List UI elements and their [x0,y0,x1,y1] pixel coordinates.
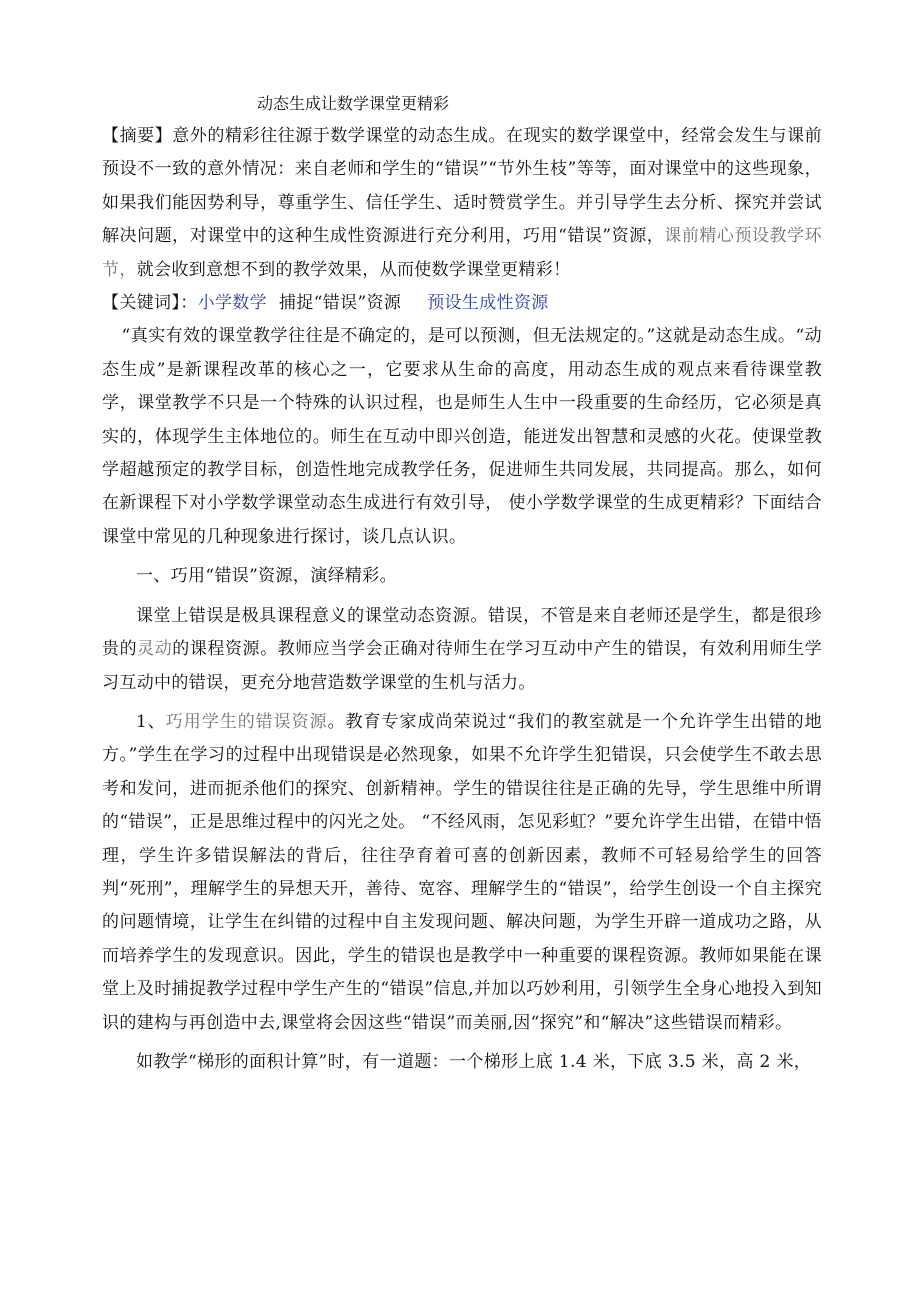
section-text: 课堂上错误是极具课程意义的课堂动态资源。错误，不管是来自老师还是学生，都是很珍贵的 [102,605,822,660]
keywords-line [102,287,822,320]
section-paragraph [102,600,822,700]
section-text-end: 的课程资源。教师应当学会正确对待师生在学习互动中产生的错误，有效利用师生学习互动中的错误，更充分地营造数学课堂的生机与活力。 [102,639,823,693]
point-gray-text: 巧用学生的错误资源 [165,711,328,732]
point-paragraph [102,706,822,1040]
abstract-paragraph [102,120,822,287]
point-number: 1、 [136,711,166,732]
abstract-text-end: 就会收到意想不到的教学效果，从而使数学课堂更精彩！ [136,259,571,280]
keyword-item: 小学数学 [197,293,268,314]
intro-paragraph: “真实有效的课堂教学往往是不确定的，是可以预测，但无法规定的。”这就是动态生成。“动态生成”是新课程改革的核心之一，它要求从生命的高度，用动态生成的观点来看待课堂教学，课堂教学不只是一个特殊的认识过程，也是师生人生中一段重要的生命经历，它必须是真实的，体现学生主体地位的。师生在互动中即兴创造，能迸发出智慧和灵感的火花。使课堂教学超越预定的教学目标，创造性地完成教学任务，促进师生共同发展，共同提高。那么，如何在新课程下对小学数学课堂动态生成进行有效引导， 使小学数学课堂的生成更精彩？下面结合课堂中常见的几种现象进行探讨，谈几点认识。 [102,326,822,547]
keyword-item: 捕捉“错误”资源 [279,293,402,314]
keyword-item: 预设生成性资源 [427,293,549,314]
section-gray-text: 灵动 [137,639,173,660]
document-page [102,92,822,1079]
example-paragraph: 如教学“梯形的面积计算”时，有一道题：一个梯形上底 1.4 米，下底 3.5 米，高 2 米， [136,1051,812,1072]
point-text: 。教育专家成尚荣说过“我们的教室就是一个允许学生出错的地方。”学生在学习的过程中出现错误是必然现象，如果不允许学生犯错误，只会使学生不敢去思考和发问，进而扼杀他们的探究、创新精神。学生的错误往往是正确的先导，学生思维中所谓的“错误”，正是思维过程中的闪光之处。 “不经风雨，怎见彩虹？”要允许学生出错，在错中悟理，学生许多错误解法的背后，往往孕育着可喜的创新因素，教师不可轻易给学生的回答判“死刑”，理解学生的异想天开，善待、宽容、理解学生的“错误”，给学生创设一个自主探究的问题情境，让学生在纠错的过程中自主发现问题、解决问题，为学生开辟一道成功之路，从而培养学生的发现意识。因此，学生的错误也是教学中一种重要的课程资源。教师如果能在课堂上及时捕捉教学过程中学生产生的“错误”信息,并加以巧妙利用，引领学生全身心地投入到知识的建构与再创造中去,课堂将会因这些“错误”而美丽,因“探究”和“解决”这些错误而精彩。 [102,711,822,1033]
keywords-label: 【关键词】： [102,293,198,314]
abstract-gray-text: 课前精心预设教学环节， [102,226,822,280]
abstract-label: 【摘要】 [102,126,173,146]
section-heading: 一、巧用“错误”资源，演绎精彩。 [136,566,397,587]
article-title: 动态生成让数学课堂更精彩 [257,94,450,113]
abstract-text: 意外的精彩往往源于数学课堂的动态生成。在现实的数学课堂中，经常会发生与课前预设不一致的意外情况：来自老师和学生的“错误”“节外生枝”等等，面对课堂中的这些现象，如果我们能因势利导，尊重学生、信任学生、适时赞赏学生。并引导学生去分析、探究并尝试解决问题，对课堂中的这种生成性资源进行充分利用，巧用“错误”资源， [102,126,822,247]
